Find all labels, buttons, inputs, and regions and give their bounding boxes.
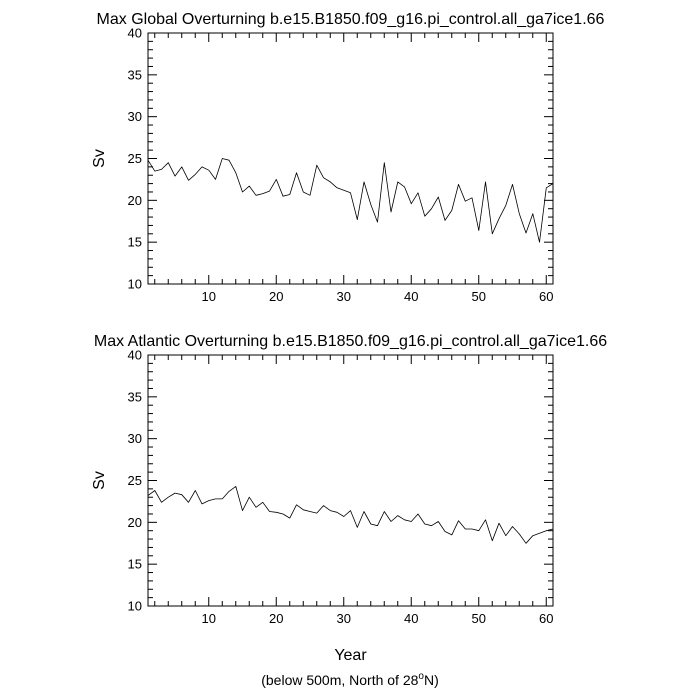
x-tick-label: 20 xyxy=(269,289,284,304)
x-tick-label: 30 xyxy=(336,289,351,304)
footnote-degree: o xyxy=(418,671,424,682)
footnote-suffix: N) xyxy=(423,672,439,688)
x-tick-label: 20 xyxy=(269,611,284,626)
chart-title: Max Atlantic Overturning b.e15.B1850.f09_g16.pi_control.all_ga7ice1.66 xyxy=(93,333,608,350)
y-tick-label: 25 xyxy=(127,151,142,166)
y-tick-label: 15 xyxy=(127,234,142,250)
x-axis-label: Year xyxy=(334,647,367,664)
series-line xyxy=(148,486,553,543)
plot-frame xyxy=(148,355,553,606)
chart-title: Max Global Overturning b.e15.B1850.f09_g16.pi_control.all_ga7ice1.66 xyxy=(96,11,605,28)
x-tick-label: 40 xyxy=(404,289,419,304)
y-tick-label: 10 xyxy=(127,276,142,292)
y-tick-label: 25 xyxy=(127,473,142,488)
y-axis-label: Sv xyxy=(91,471,108,490)
x-tick-label: 30 xyxy=(336,611,351,626)
x-tick-label: 60 xyxy=(539,289,554,304)
panel-atlantic-overturning xyxy=(91,333,607,664)
series-line xyxy=(148,159,553,243)
y-tick-label: 40 xyxy=(127,347,142,363)
y-axis-label: Sv xyxy=(91,149,108,168)
x-tick-label: 10 xyxy=(201,289,216,304)
footnote xyxy=(261,671,439,688)
y-tick-label: 20 xyxy=(127,514,142,530)
x-tick-label: 10 xyxy=(201,611,216,626)
y-tick-label: 10 xyxy=(127,598,142,614)
y-tick-label: 35 xyxy=(127,389,142,405)
y-tick-label: 20 xyxy=(127,192,142,208)
x-tick-label: 50 xyxy=(471,611,486,626)
y-tick-label: 40 xyxy=(127,25,142,41)
x-tick-label: 40 xyxy=(404,611,419,626)
x-tick-label: 50 xyxy=(471,289,486,304)
panel-global-overturning xyxy=(91,11,605,304)
footnote-prefix: (below 500m, North of 28 xyxy=(261,672,419,688)
y-tick-label: 15 xyxy=(127,556,142,572)
y-tick-label: 30 xyxy=(127,431,142,447)
y-tick-label: 35 xyxy=(127,67,142,83)
x-tick-label: 60 xyxy=(539,611,554,626)
plot-frame xyxy=(148,33,553,284)
y-tick-label: 30 xyxy=(127,109,142,125)
